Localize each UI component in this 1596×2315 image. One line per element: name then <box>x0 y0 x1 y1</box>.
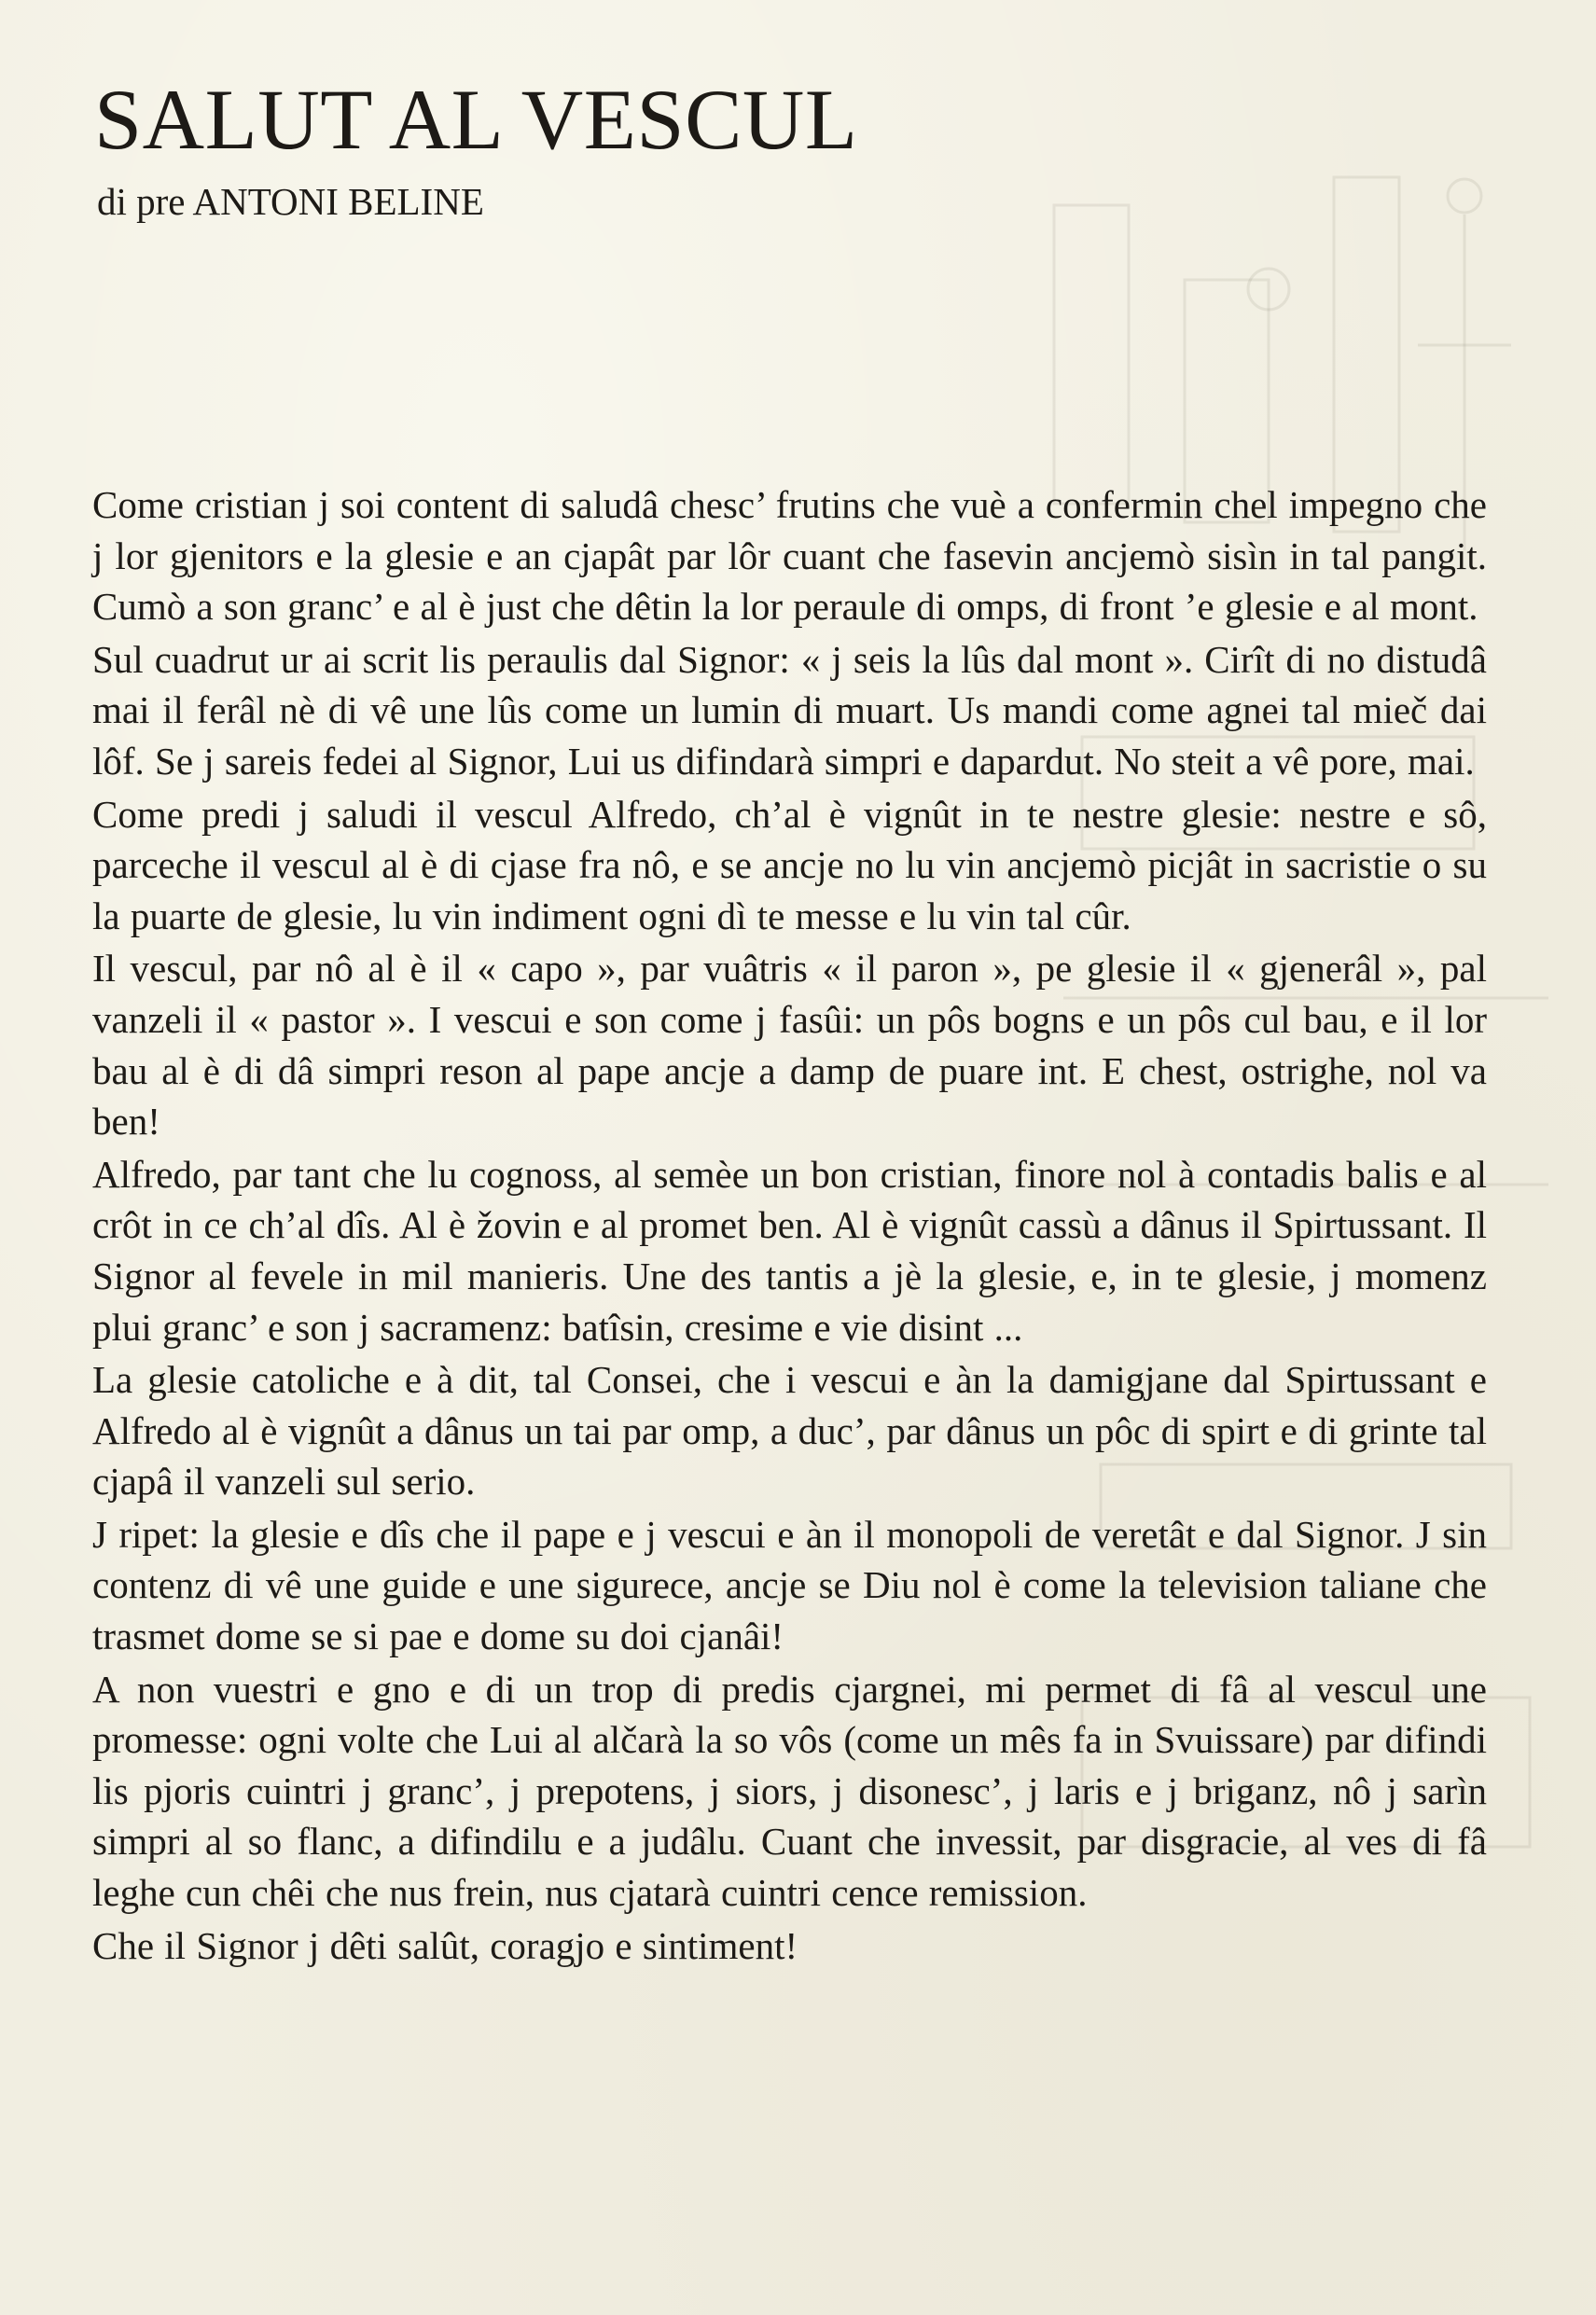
paragraph: J ripet: la glesie e dîs che il pape e j vescui e àn il monopoli de veretât e dal Signor. J sin contenz di vê une guide e une sigurece, ancje se Diu nol è come la television taliane che trasmet dome se si pae e dome su doi cjanâi! <box>92 1512 1487 1658</box>
article-body <box>92 479 1487 1973</box>
article-title: SALUT AL VESCUL <box>94 72 858 167</box>
paragraph: Come cristian j soi content di saludâ chesc’ frutins che vuè a confermin chel impegno che j lor gjenitors e la glesie e an cjapât par lôr cuant che fasevin ancjemò sisìn in tal pangit. Cumò a son granc’ e al è just che dêtin la lor peraule di omps, di front ’e glesie e al mont. <box>92 483 1487 629</box>
paragraph: La glesie catoliche e à dit, tal Consei, che i vescui e àn la damigjane dal Spirtussant e Alfredo al è vignût a dânus un tai par omp, a duc’, par dânus un pôc di spirt e di grinte tal cjapâ il vanzeli sul serio. <box>92 1358 1487 1504</box>
paragraph: Il vescul, par nô al è il « capo », par vuâtris « il paron », pe glesie il « gjenerâl », pal vanzeli il « pastor ». I vescui e son come j fasûi: un pôs bogns e un pôs cul bau, e il lor bau al è di dâ simpri reson al pape ancje a damp de puare int. E chest, ostrighe, nol va ben! <box>92 947 1487 1144</box>
paragraph: Come predi j saludi il vescul Alfredo, ch’al è vignût in te nestre glesie: nestre e sô, parceche il vescul al è di cjase fra nô, e se ancje no lu vin ancjemò picjât in sacristie o su la puarte de glesie, lu vin indiment ogni dì te messe e lu vin tal cûr. <box>92 792 1487 937</box>
paragraph: Sul cuadrut ur ai scrit lis peraulis dal Signor: « j seis la lûs dal mont ». Cirît di no distudâ mai il ferâl nè di vê une lûs come un lumin di muart. Us mandi come agnei tal mieč dai lôf. Se j sareis fedei al Signor, Lui us difindarà simpri e dapardut. No steit a vê pore, mai. <box>92 637 1487 783</box>
paragraph: Alfredo, par tant che lu cognoss, al semèe un bon cristian, finore nol à contadis balis e al crôt in ce ch’al dîs. Al è žovin e al promet ben. Al è vignût cassù a dânus il Spirtussant. Il Signor al fevele in mil manieris. Une des tantis a jè la glesie, e, in te glesie, j momenz plui granc’ e son j sacramenz: batîsin, cresime e vie disint ... <box>92 1152 1487 1349</box>
paragraph: A non vuestri e gno e di un trop di predis cjargnei, mi permet di fâ al vescul une promesse: ogni volte che Lui al alčarà la so vôs (come un mês fa in Svuissare) par difindi lis pjoris cuintri j granc’, j prepotens, j siors, j disonesc’, j laris e j briganz, nô j sarìn simpri al so flanc, a difindilu e a judâlu. Cuant che invessit, par disgracie, al ves di fâ leghe cun chêi che nus frein, nus cjatarà cuintri cence remission. <box>92 1667 1487 1915</box>
article-byline: di pre ANTONI BELINE <box>97 180 484 223</box>
paragraph: Che il Signor j dêti salût, coragjo e sintiment! <box>92 1923 798 1967</box>
